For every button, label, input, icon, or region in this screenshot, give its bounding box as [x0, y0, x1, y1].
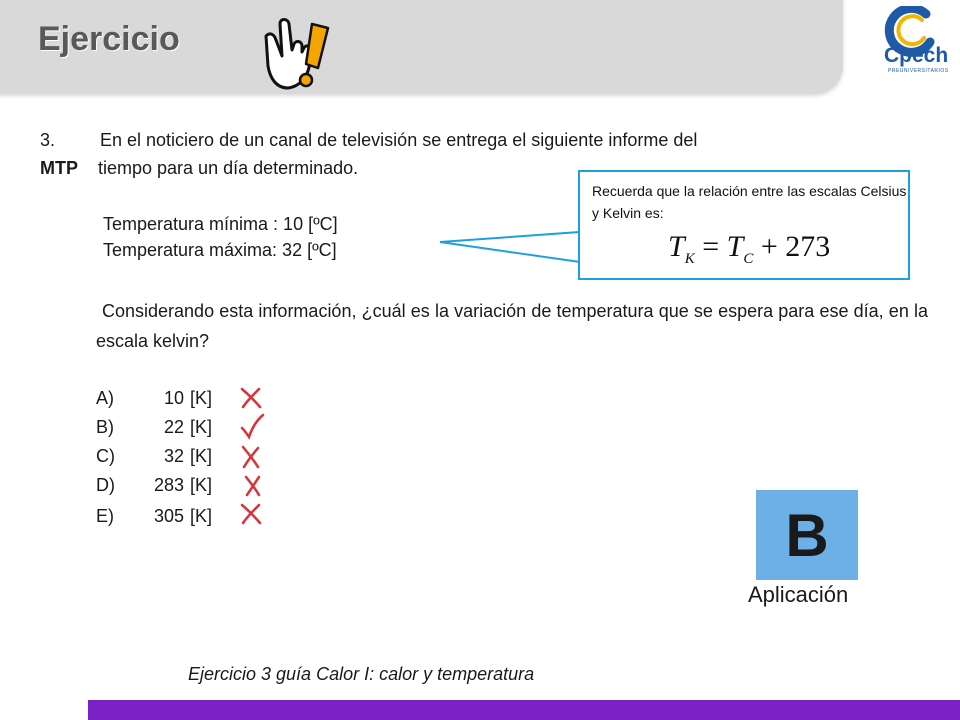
footer-bar	[88, 700, 960, 720]
incorrect-x-icon	[242, 474, 264, 498]
question-prompt-text: Considerando esta información, ¿cuál es la variación de temperatura que se espera para ese día, en la escala kelvin?	[96, 301, 928, 351]
question-text-line-1: En el noticiero de un canal de televisión se entrega el siguiente informe del	[100, 130, 698, 150]
option-value: 22	[163, 417, 184, 437]
hint-text: Recuerda que la relación entre las escalas Celsius y Kelvin es:	[592, 183, 907, 221]
formula-lhs-sub: K	[684, 251, 695, 267]
option-letter: D)	[96, 475, 115, 495]
kelvin-formula	[668, 230, 830, 268]
incorrect-x-icon	[238, 386, 264, 410]
correct-check-icon	[238, 412, 266, 440]
option-letter: B)	[96, 417, 114, 437]
incorrect-x-icon	[238, 502, 264, 526]
answer-box	[756, 490, 858, 580]
page-title: Ejercicio	[38, 20, 180, 58]
option-value: 32	[163, 446, 184, 466]
hint-callout	[578, 170, 910, 280]
temperature-max: Temperatura máxima: 32 [ºC]	[103, 240, 337, 260]
skill-label: Aplicación	[748, 582, 849, 607]
logo-subtext: PREUNIVERSITARIOS	[888, 68, 949, 74]
mtp-tag: MTP	[40, 158, 78, 178]
option-letter: C)	[96, 446, 115, 466]
question-prompt	[96, 296, 928, 356]
option-value: 10	[163, 388, 184, 408]
logo-text: Cpech	[884, 44, 949, 67]
option-unit: [K]	[190, 506, 213, 526]
formula-rhs: T	[726, 230, 744, 263]
option-a[interactable]	[96, 386, 212, 410]
pointing-hand-warning-icon	[256, 14, 334, 94]
answer-letter: B	[785, 502, 829, 569]
option-d[interactable]	[96, 473, 212, 497]
option-letter: A)	[96, 388, 114, 408]
formula-rhs-sub: C	[743, 251, 754, 267]
option-letter: E)	[96, 506, 114, 526]
option-b[interactable]	[96, 415, 212, 439]
option-value: 283	[153, 475, 184, 495]
formula-lhs: T	[668, 230, 685, 263]
source-reference: Ejercicio 3 guía Calor I: calor y temperatura	[188, 664, 535, 684]
incorrect-x-icon	[238, 444, 264, 470]
question-line-1	[40, 126, 928, 154]
option-unit: [K]	[190, 388, 213, 408]
formula-equals: =	[702, 230, 720, 263]
option-e[interactable]	[96, 504, 212, 528]
option-value: 305	[153, 506, 184, 526]
option-unit: [K]	[190, 417, 213, 437]
formula-plus: +	[760, 230, 778, 263]
question-text-line-2: tiempo para un día determinado.	[98, 158, 359, 178]
option-unit: [K]	[190, 446, 213, 466]
question-number: 3.	[40, 130, 56, 150]
temperature-min: Temperatura mínima : 10 [ºC]	[103, 214, 338, 234]
option-c[interactable]	[96, 444, 212, 468]
option-unit: [K]	[190, 475, 213, 495]
formula-constant: 273	[785, 230, 831, 263]
